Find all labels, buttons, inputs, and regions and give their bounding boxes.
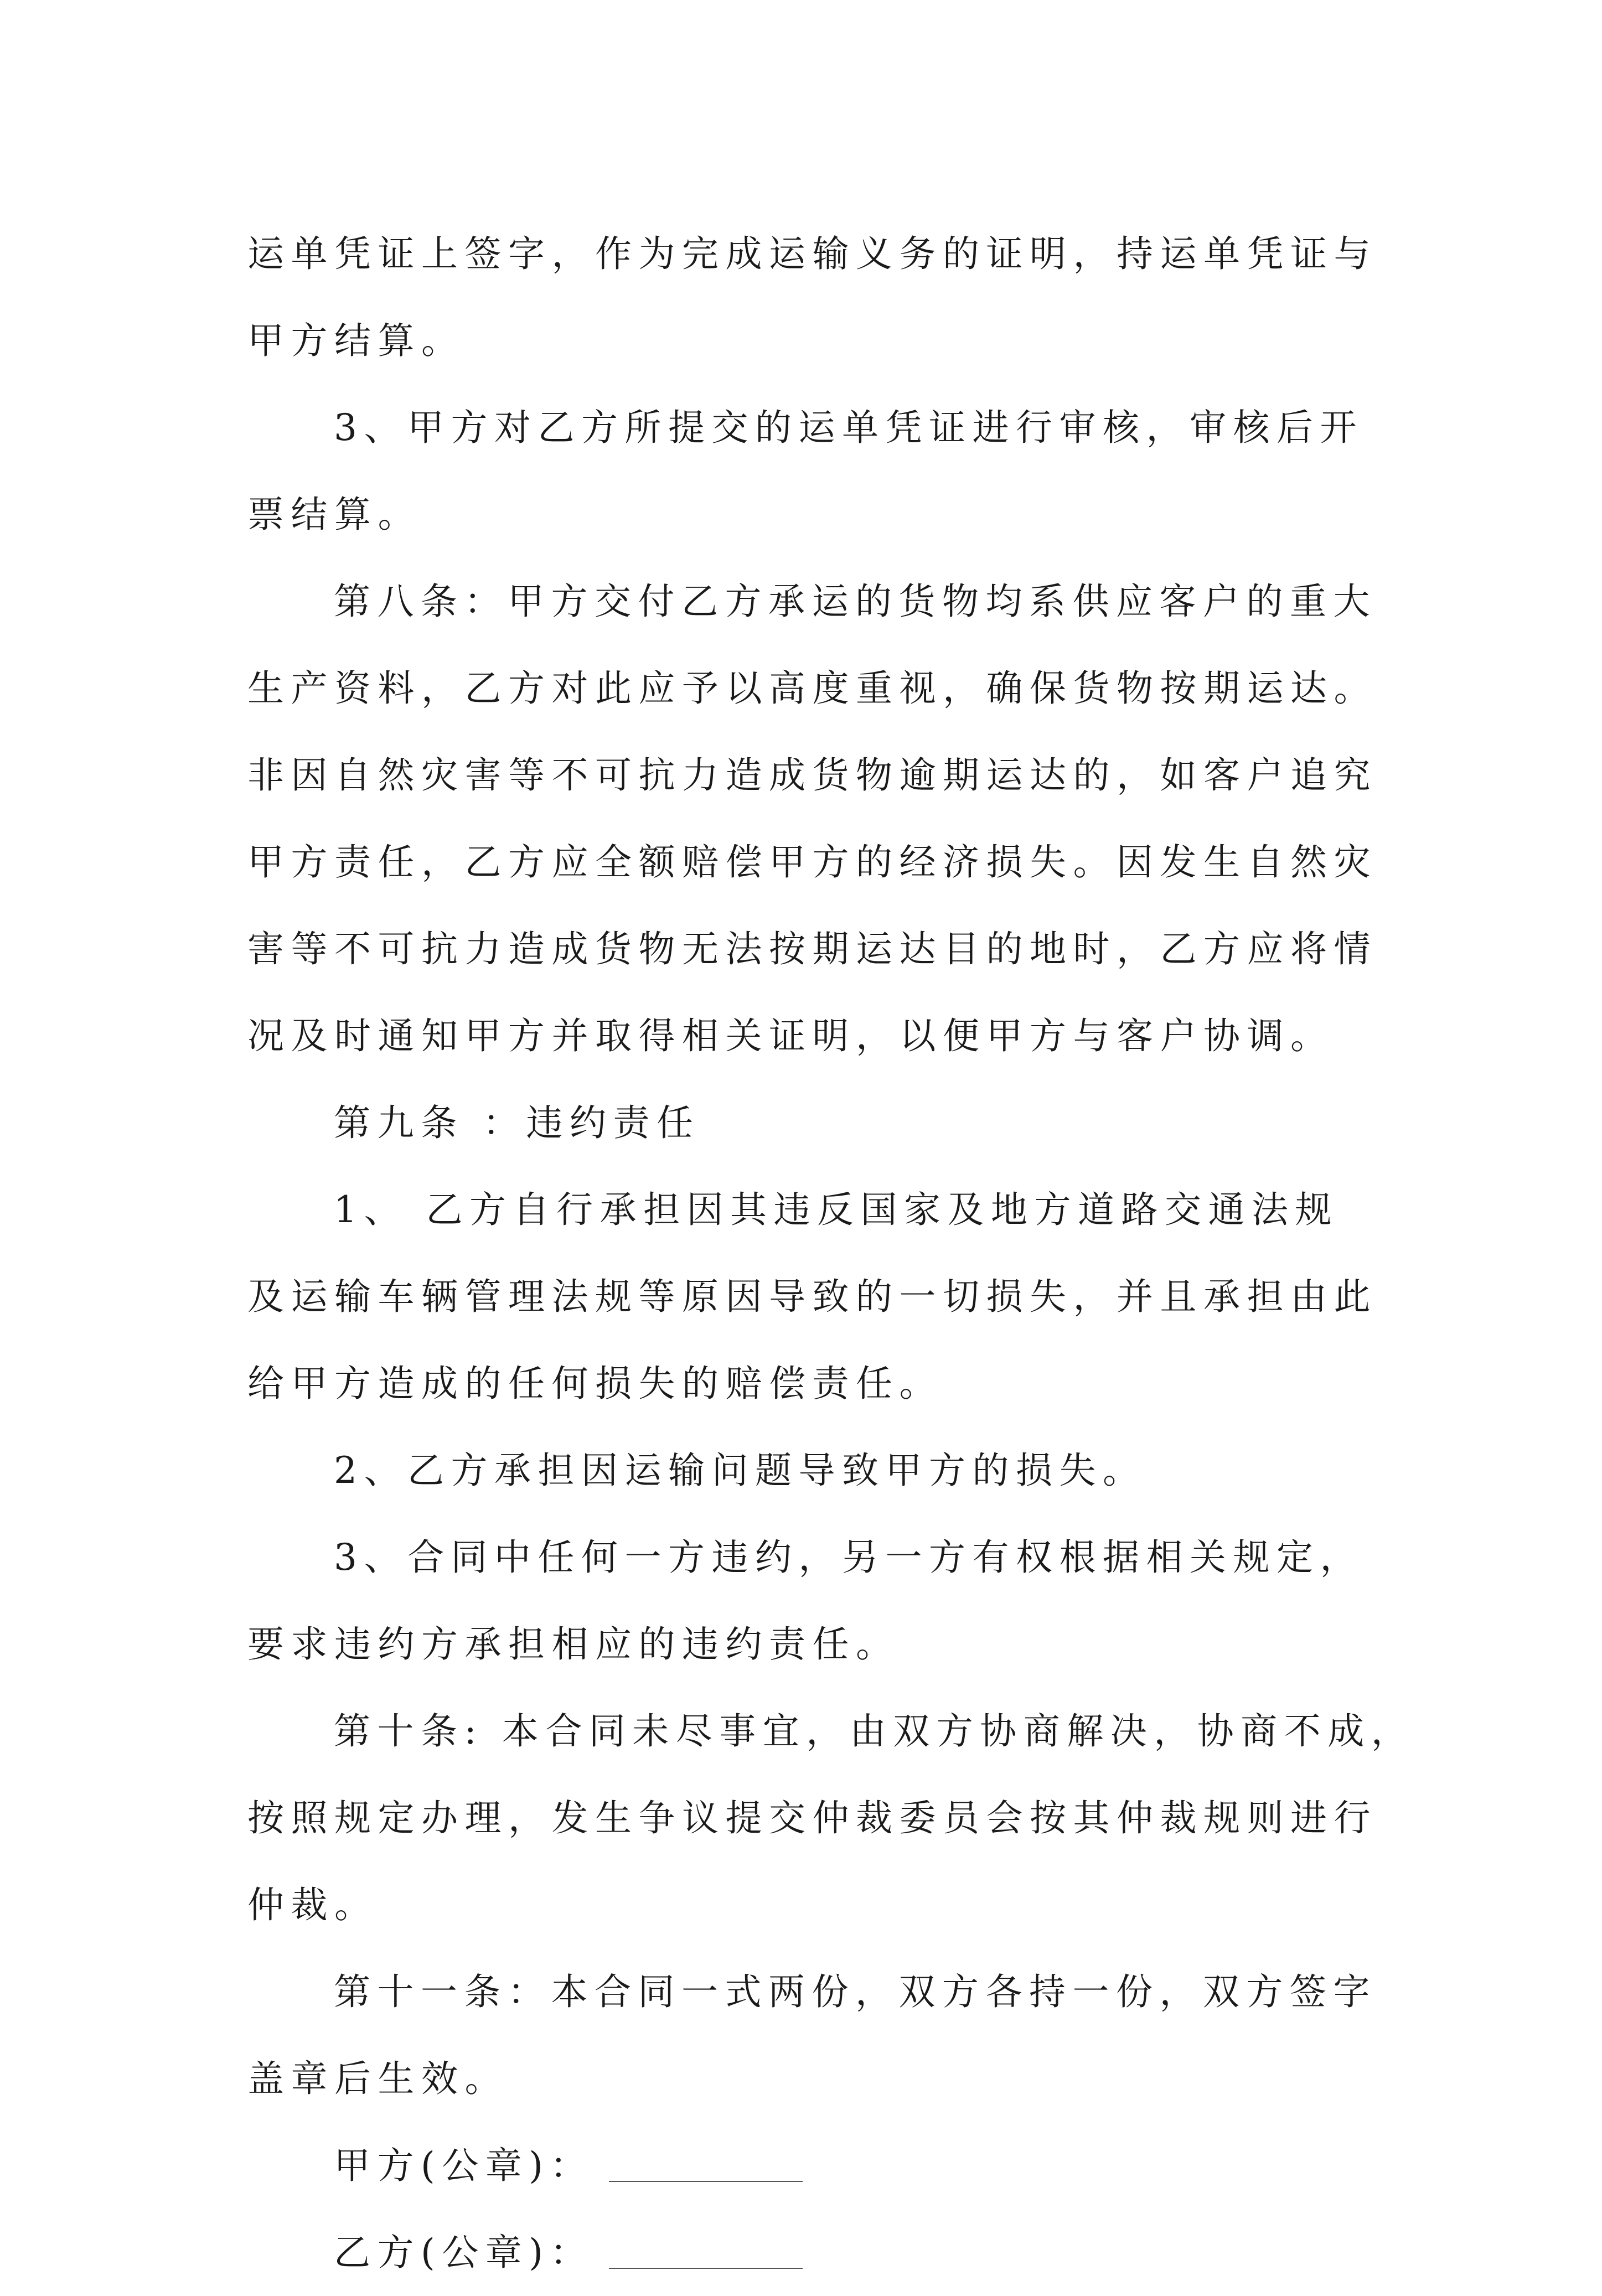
- text-line: 运单凭证上签字，作为完成运输义务的证明，持运单凭证与: [247, 232, 1377, 275]
- article-11: 第十一条：本合同一式两份，双方各持一份，双方签字: [334, 1971, 1377, 2013]
- text-line: 仲裁。: [247, 1884, 378, 1926]
- party-a-signature-field[interactable]: [609, 2181, 803, 2182]
- text-line: 甲方结算。: [247, 319, 465, 362]
- clause-item-2: 2、乙方承担因运输问题导致甲方的损失。: [334, 1449, 1146, 1492]
- party-b-label: 乙方(公章)：: [334, 2231, 593, 2274]
- text-line: 及运输车辆管理法规等原因导致的一切损失，并且承担由此: [247, 1275, 1377, 1318]
- text-line: 非因自然灾害等不可抗力造成货物逾期运达的，如客户追究: [247, 754, 1377, 797]
- text-line: 甲方责任，乙方应全额赔偿甲方的经济损失。因发生自然灾: [247, 841, 1377, 883]
- contract-body: [247, 210, 1415, 2296]
- text-line: 生产资料，乙方对此应予以高度重视，确保货物按期运达。: [247, 667, 1377, 710]
- text-line: 盖章后生效。: [247, 2057, 508, 2100]
- party-b-signature-field[interactable]: [609, 2268, 803, 2269]
- text-line: 票结算。: [247, 493, 421, 536]
- clause-item-1: 1、 乙方自行承担因其违反国家及地方道路交通法规: [334, 1188, 1339, 1231]
- text-line: 况及时通知甲方并取得相关证明，以便甲方与客户协调。: [247, 1015, 1334, 1057]
- text-line: 要求违约方承担相应的违约责任。: [247, 1623, 900, 1666]
- clause-item-3: 3、甲方对乙方所提交的运单凭证进行审核，审核后开: [334, 406, 1363, 449]
- article-10: 第十条: 本合同未尽事宜，由双方协商解决，协商不成，: [334, 1710, 1415, 1752]
- party-b-signature-row: [247, 2209, 1377, 2296]
- party-a-label: 甲方(公章)：: [334, 2144, 593, 2187]
- text-line: 害等不可抗力造成货物无法按期运达目的地时，乙方应将情: [247, 928, 1377, 970]
- text-line: 按照规定办理，发生争议提交仲裁委员会按其仲裁规则进行: [247, 1797, 1377, 1839]
- clause-item-3: 3、合同中任何一方违约，另一方有权根据相关规定，: [334, 1536, 1363, 1579]
- party-a-signature-row: [247, 2122, 1377, 2209]
- text-line: 给甲方造成的任何损失的赔偿责任。: [247, 1362, 943, 1405]
- article-9-heading: 第九条 ：违约责任: [334, 1102, 700, 1144]
- article-8: 第八条：甲方交付乙方承运的货物均系供应客户的重大: [334, 580, 1377, 623]
